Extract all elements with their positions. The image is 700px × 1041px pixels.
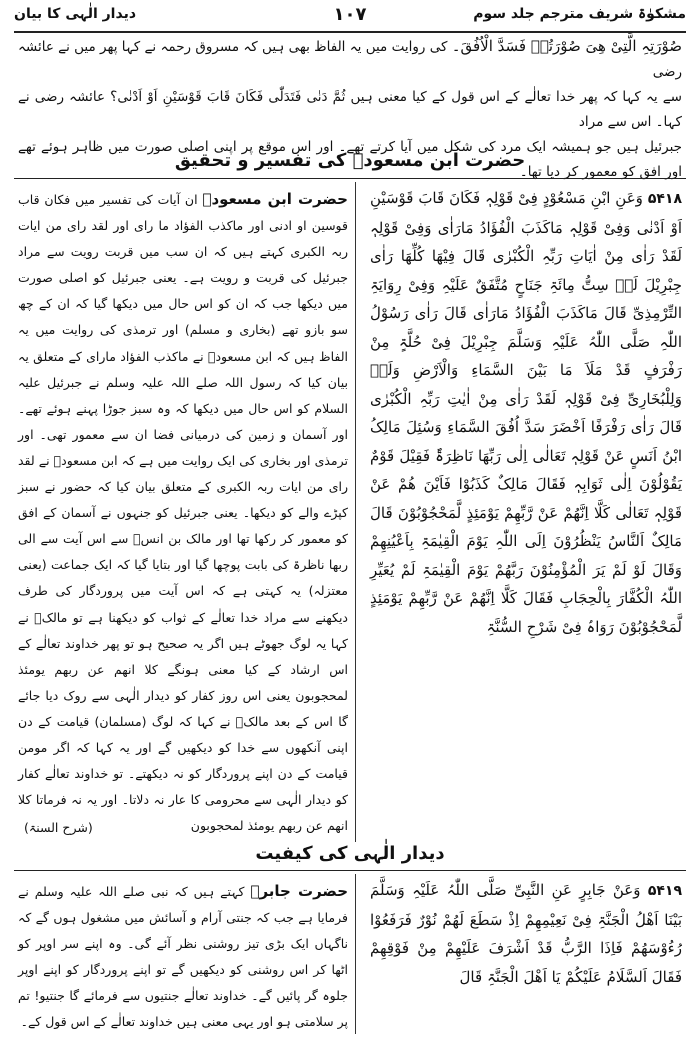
section-title-vision: دیدار الٰہی کی کیفیت [255,843,445,864]
arabic-text-line: الْکُبْرٰی قَالَ رَاٰی رَفْرَفًا اَخْضَرَ سَدَّ [370,389,682,436]
arabic-text-line: تَعَالٰی اِلٰی رَبِّھَا نَاظِرَۃٌ فَقِیْلَ قَوْمٌ یَقُوْلُوْنَ اِلٰی ثَوَابِہٖ [370,446,682,493]
page-header [14,4,686,30]
arabic-text-line: کَلَّا اِنَّھُمْ عَنْ رَّبِّھِمْ یَوْمَئِذٍ لَّمَحْجُوْبُوْنَ [392,503,611,522]
arabic-text-line: اُفُقَ السَّمَاءِ وَسُئِلَ مَالِکُ ابْنُ اَنَسٍ عَنْ قَوْلِہٖ [370,418,682,465]
translation-text: کہتے ہیں کہ نبی صلے اللہ علیہ وسلم نے فرمایا ہے جب کہ جنتی آرام و آسائش میں مشغول ہوں گے کہ ناگہاں ایک بڑی تیز روشنی نظر آئے گی۔ وہ اپنے سر اوپر کو اٹھا کر اس روشنی کو دیکھیں گے تو اپنے پروردگار کو اپنے اوپر جلوہ گر پائیں گے۔ خداوند تعالٰے جنتیوں سے فرمائے گا جنتیو! تم پر سلامتی ہو اور یہی معنی ہیں خداوند تعالٰے کے اس قول کے۔ [18,884,348,1030]
arabic-text-line: رِوَایَۃِ التِّرْمِذِیِّ قَالَ مَاکَذَبَ الْفُؤَادُ [370,275,682,322]
arabic-text-line: فَقَالَ مَالِکٌ کَذَبُوْا فَاَیْنَ ھُمْ عَنْ قَوْلِہٖ تَعَالٰی [370,475,682,522]
narrator-name: حضرت ابن مسعودؓ [202,190,348,208]
arabic-text-line: رَوَاہُ فِیْ شَرْحِ السُّنَّۃِ [486,617,614,636]
translation-text: ان آیات کی تفسیر میں فکان قاب قوسین او ادنی اور ماکذب الفؤاد ما رای اور لقد رای من ایات ربہ الکبری کہتے ہیں کہ ان سب میں قربت رویت سے مراد جبرئیل کی قربت و رویت ہے۔ یعنی جبرئیل کو اصلی صورت میں دیکھا جب کہ ان کو اس حال میں دیکھا گیا کہ ان کے چھ سو بازو تھے (بخاری و مسلم) اور ترمذی کی روایت میں یہ الفاظ ہیں کہ ابن مسعودؓ نے ماکذب الفؤاد مارای کے متعلق یہ بیان کیا کہ رسول اللہ صلے اللہ علیہ وسلم نے جبرئیل علیہ السلام کو اس حال میں دیکھا کہ وہ سبز جوڑا پہنے ہوئے تھے۔ اور آسمان و زمین کی درمیانی فضا ان سے معمور تھی۔ اور ترمذی اور بخاری کی ایک روایت میں ہے کہ ابن مسعودؓ نے لقد رای من ایات ربہ الکبری کے متعلق بیان کیا کہ حضور نے سبز کپڑے والے کو دیکھا۔ یعنی جبرئیل کو جنہوں نے آسمان کے افق کو معمور کر رکھا تھا اور مالک بن انسؓ سے اس آیت سے الی ربھا ناظرۃ کی بابت پوچھا گیا اور بتایا گیا کہ ایک جماعت (یعنی معتزلہ) یہ کہتی ہے کہ اس آیت میں پروردگار کی طرف دیکھنے سے مراد خدا تعالٰے کے ثواب کو دیکھنا ہے تو مالکؒ نے کہا یہ لوگ جھوٹے ہیں اگر یہ صحیح ہو تو پھر خداوند تعالٰے کے اس ارشاد کے کیا معنی ہونگے کلا انھم عن ربھم یومئذ لمحجوبون یعنی اس روز کفار کو دیدار الٰہی سے روک دیا جائے گا اس کے بعد مالکؒ نے کہا کہ لوگ (مسلمان) قیامت کے دن اپنی آنکھوں سے خدا کو دیکھیں گے اور یہ کہا کہ اگر مومن قیامت کے دن اپنے پروردگار کو نہ دیکھتے۔ تو خداوند تعالٰے کفار کو دیدار الٰہی سے محرومی کا عار نہ دلاتا۔ اور یہ نہ فرماتا کلا انھم عن ربھم یومئذ لمحجوبون [18,192,348,834]
intro-arabic: صُوْرَتِہِ الَّتِیْ ھِیَ صُوْرَتُہٗ فَسَدَّ الْاُفُقَ۔ [451,37,682,55]
column-divider [355,874,356,1034]
chapter-title: دیدار الٰہی کا بیان [14,6,137,22]
urdu-column-2 [18,878,348,1034]
arabic-text-line: قَدْ اَشْرَفَ عَلَیْھِمْ مِنْ فَوْقِھِمْ فَقَالَ [370,939,682,986]
arabic-text-line: یَوْمَ الْقِیٰمَۃِ لَمْ یُعَیِّرِ اللّٰہُ الْکُفَّارَ بِالْحِجَابِ [370,560,682,607]
arabic-column-2 [370,876,682,1036]
hadith-number: ۵۴۱۹ [647,883,682,899]
arabic-text-line: قَدْ مَلَاَ مَا بَیْنَ السَّمَاءِ وَالْاَرْضِ وَلَہٗ [370,361,631,379]
intro-line-3: جبرئیل ہیں جو ہمیشہ ایک مرد کی شکل میں آیا کرتے تھے۔ اور اس موقع پر اپنی اصلی صورت میں ظاہر ہوئے تھے اور افق کو معمور کر دیا تھا۔ [18,139,682,180]
arabic-text-line: مَارَاٰی قَالَ رَاٰی رَسُوْلُ اللّٰہِ صَلَّی اللّٰہُ [370,304,682,351]
arabic-text-line: فَقَالَ کَلَّا اِنَّھُمْ عَنْ رَّبِّھِمْ یَوْمَئِذٍ لَّمَحْجُوْبُوْنَ [370,589,682,636]
arabic-text-line: سِتُّ مِائَۃِ جَنَاحٍ مُتَّفَقٌ عَلَیْہِ وَفِیْ [401,275,609,294]
arabic-text-line: عَلَیْہِ وَسَلَّمَ جِبْرِیْلَ فِیْ حُلَّۃٍ مِنْ رَفْرَفٍ [370,332,683,379]
source-reference: (شرح السنۃ) [24,820,93,835]
arabic-text-line: لَقَدْ رَاٰی مِنْ اٰیَاتِ رَبِّہِ الْکُبْرٰی [485,247,682,265]
arabic-text-line: وَعَنْ جَابِرٍ عَنِ النَّبِیِّ صَلَّی اللّٰہُ عَلَیْہِ [404,881,641,899]
column-divider [355,182,356,842]
arabic-text-line: وَلِلْبُخَارِیِّ فِیْ قَوْلِہٖ لَقَدْ رَاٰی مِنْ اٰیٰتِ رَبِّہِ [411,389,682,408]
arabic-text-line: وَسَلَّمَ بَیْنَا اَھْلُ الْجَنَّۃِ فِیْ نَعِیْمِھِمْ اِذْ [370,881,682,929]
page-number: ۱۰۷ [333,4,367,25]
arabic-text-line: مَاکَذَبَ الْفُؤَادُ مَارَاٰی وَفِیْ قَوْلِہٖ [370,218,563,237]
header-rule [14,31,686,33]
arabic-text-line: وَعَنِ ابْنِ مَسْعُوْدٍ فِیْ قَوْلِہٖ فَکَانَ [444,189,643,207]
arabic-column-1 [370,184,682,840]
arabic-text-line: قَالَ فِیْھَا کُلِّھَا رَاٰی جِبْرِیْلَ لَہٗ [370,247,682,294]
hadith-number: ۵۴۱۸ [647,191,682,207]
arabic-text-line: اَلسَّلَامُ عَلَیْکُمْ یَا اَھْلَ الْجَنَّۃِ قَالَ [459,967,647,986]
arabic-text-line: بِاَعْیُنِھِمْ وَقَالَ لَوْ لَمْ یَرَ الْمُؤْمِنُوْنَ رَبَّھُمْ [370,532,682,579]
section-title-ibn-masud: حضرت ابن مسعودؓ کی تفسیر و تحقیق [174,150,526,171]
section2-rule [14,870,686,871]
book-title: مشکوٰۃ شریف مترجم جلد سوم [473,6,686,22]
intro-line-2: سے یہ کہا کہ پھر خدا تعالٰے کے اس قول کے کیا معنی ہیں ثُمَّ دَنٰی فَتَدَلّٰی فَکَانَ قَابَ قَوْسَیْنِ اَوْ اَدْنٰی؟ عائشہ رضی نے کہا۔ اس سے مراد [18,89,682,130]
arabic-text-line: سَطَعَ لَھُمْ نُوْرٌ فَرَفَعُوْا رُءُوْسَھُمْ فَاِذَا الرَّبُّ [370,910,682,957]
arabic-text-line: قَابَ قَوْسَیْنِ اَوْ اَدْنٰی وَفِیْ قَوْلِہٖ [370,189,683,237]
arabic-text-line: قَالَ مَالِکٌ اَلنَّاسُ یَنْظُرُوْنَ اِلَی اللّٰہِ یَوْمَ الْقِیٰمَۃِ [370,503,682,550]
section1-rule [14,178,686,179]
narrator-name: حضرت جابرؓ [250,882,349,900]
intro-line-1: کی روایت میں یہ الفاظ بھی ہیں کہ مسروق رحمہ نے کہا پھر میں نے عائشہ رضی [18,39,682,80]
